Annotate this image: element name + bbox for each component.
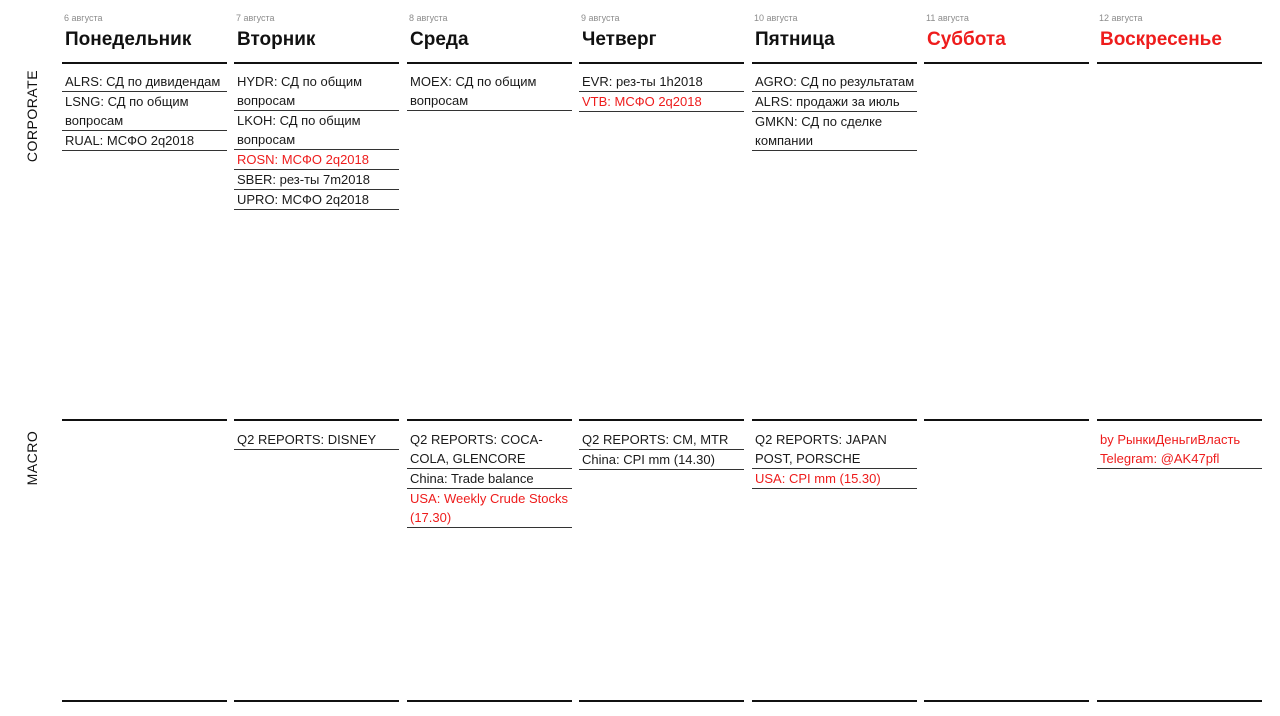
macro-row-label: MACRO [24, 430, 40, 486]
divider-line [579, 700, 744, 702]
corporate-event-item [234, 150, 399, 170]
event-text: EVR: рез-ты 1h2018 [582, 74, 703, 89]
day-date: 11 августа [926, 13, 969, 23]
corporate-event-item [407, 72, 572, 111]
day-name: Четверг [582, 29, 657, 50]
divider-line [234, 700, 399, 702]
divider-line [924, 419, 1089, 421]
event-text: LSNG: СД по общим вопросам [65, 94, 189, 128]
event-text: MOEX: СД по общим вопросам [410, 74, 537, 108]
day-column [924, 0, 1089, 716]
day-column [579, 0, 744, 716]
event-text: HYDR: СД по общим вопросам [237, 74, 363, 108]
event-text: China: CPI mm (14.30) [582, 452, 715, 467]
event-text: Q2 REPORTS: JAPAN POST, PORSCHE [755, 432, 887, 466]
macro-event-list [1097, 430, 1262, 469]
corporate-event-item [62, 72, 227, 92]
day-column [234, 0, 399, 716]
divider-line [752, 700, 917, 702]
macro-event-list [234, 430, 399, 450]
macro-event-item [1097, 430, 1262, 469]
event-text: Q2 REPORTS: DISNEY [237, 432, 377, 447]
divider-line [234, 62, 399, 64]
event-text: UPRO: МСФО 2q2018 [237, 192, 369, 207]
event-text: VTB: МСФО 2q2018 [582, 94, 702, 109]
event-text: ALRS: продажи за июль [755, 94, 900, 109]
divider-line [924, 700, 1089, 702]
corporate-row-label: CORPORATE [24, 69, 40, 163]
event-text: Q2 REPORTS: CM, MTR [582, 432, 729, 447]
divider-line [407, 62, 572, 64]
corporate-event-item [234, 111, 399, 150]
macro-event-item [407, 469, 572, 489]
divider-line [924, 62, 1089, 64]
macro-event-item [407, 430, 572, 469]
day-name: Суббота [927, 29, 1006, 50]
divider-line [752, 62, 917, 64]
macro-event-item [234, 430, 399, 450]
event-text: USA: CPI mm (15.30) [755, 471, 881, 486]
divider-line [407, 419, 572, 421]
event-text: Q2 REPORTS: COCA-COLA, GLENCORE [410, 432, 543, 466]
day-name: Воскресенье [1100, 29, 1222, 50]
day-date: 9 августа [581, 13, 620, 23]
macro-event-item [752, 469, 917, 489]
event-text: LKOH: СД по общим вопросам [237, 113, 361, 147]
corporate-event-list [407, 72, 572, 111]
macro-event-item [579, 450, 744, 470]
corporate-event-item [234, 170, 399, 190]
divider-line [407, 700, 572, 702]
event-text: AGRO: СД по результатам [755, 74, 915, 89]
macro-event-list [579, 430, 744, 470]
divider-line [1097, 419, 1262, 421]
day-column [62, 0, 227, 716]
divider-line [579, 62, 744, 64]
day-column [407, 0, 572, 716]
corporate-event-list [234, 72, 399, 210]
macro-event-list [752, 430, 917, 489]
day-column [752, 0, 917, 716]
divider-line [579, 419, 744, 421]
event-text: ALRS: СД по дивидендам [65, 74, 221, 89]
day-name: Среда [410, 29, 469, 50]
event-text: SBER: рез-ты 7m2018 [237, 172, 370, 187]
macro-event-item [579, 430, 744, 450]
day-date: 10 августа [754, 13, 798, 23]
divider-line [1097, 700, 1262, 702]
event-text: by РынкиДеньгиВласть Telegram: @AK47pfl [1100, 432, 1241, 466]
day-date: 8 августа [409, 13, 448, 23]
event-text: RUAL: МСФО 2q2018 [65, 133, 195, 148]
macro-event-item [407, 489, 572, 528]
day-date: 6 августа [64, 13, 103, 23]
divider-line [752, 419, 917, 421]
divider-line [62, 62, 227, 64]
corporate-event-list [752, 72, 917, 151]
macro-event-list [407, 430, 572, 528]
day-name: Пятница [755, 29, 835, 50]
corporate-event-item [752, 112, 917, 151]
macro-event-item [752, 430, 917, 469]
corporate-event-item [234, 190, 399, 210]
divider-line [234, 419, 399, 421]
day-name: Понедельник [65, 29, 192, 50]
day-name: Вторник [237, 29, 316, 50]
event-text: USA: Weekly Crude Stocks (17.30) [410, 491, 568, 525]
corporate-event-item [234, 72, 399, 111]
event-text: GMKN: СД по сделке компании [755, 114, 883, 148]
day-column [1097, 0, 1262, 716]
corporate-event-item [579, 92, 744, 112]
corporate-event-item [752, 72, 917, 92]
day-date: 12 августа [1099, 13, 1143, 23]
event-text: China: Trade balance [410, 471, 534, 486]
corporate-event-list [579, 72, 744, 112]
divider-line [62, 700, 227, 702]
divider-line [62, 419, 227, 421]
corporate-event-item [579, 72, 744, 92]
corporate-event-list [62, 72, 227, 151]
divider-line [1097, 62, 1262, 64]
corporate-event-item [62, 92, 227, 131]
corporate-event-item [752, 92, 917, 112]
day-date: 7 августа [236, 13, 275, 23]
corporate-event-item [62, 131, 227, 151]
event-text: ROSN: МСФО 2q2018 [237, 152, 369, 167]
